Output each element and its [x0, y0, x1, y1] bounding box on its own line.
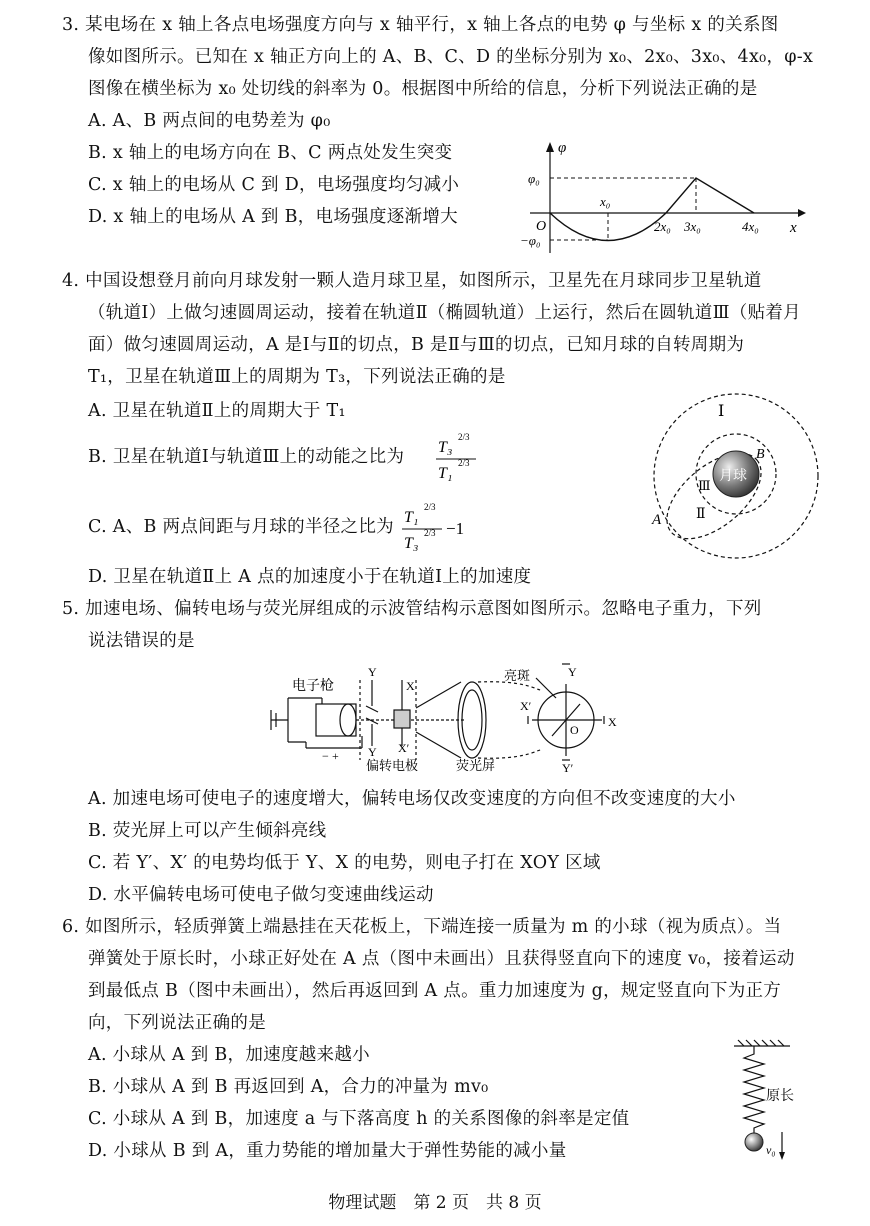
q5-option-a: A. 加速电场可使电子的速度增大，偏转电场仅改变速度的方向但不改变速度的大小 [88, 789, 736, 809]
screen-label: 荧光屏 [456, 758, 496, 773]
q6-option-c: C. 小球从 A 到 B，加速度 a 与下落高度 h 的关系图像的斜率是定值 [88, 1109, 630, 1129]
natural-length-label: 原长 [766, 1089, 794, 1104]
phi-x-graph [520, 138, 810, 258]
q4-option-d: D. 卫星在轨道Ⅱ上 A 点的加速度小于在轨道Ⅰ上的加速度 [88, 567, 532, 587]
minus-sign: − [322, 749, 329, 763]
b-num-exp: 2/3 [458, 432, 470, 442]
orbit2-label: Ⅱ [696, 507, 706, 522]
Yp-right: Y′ [562, 761, 574, 775]
c-den-exp: 2/3 [424, 528, 436, 538]
X-right: X [608, 715, 617, 729]
X-left: X [406, 679, 415, 693]
origin-label: O [536, 219, 547, 234]
q4-stem-line3: 面）做匀速圆周运动，A 是Ⅰ与Ⅱ的切点，B 是Ⅱ与Ⅲ的切点，已知月球的自转周期为 [88, 335, 745, 355]
O-label: O [570, 723, 579, 737]
c-num-exp: 2/3 [424, 502, 436, 512]
pointA-label: A [652, 512, 662, 528]
b-denominator: T₁ [438, 465, 453, 482]
b-numerator: T₃ [438, 439, 453, 456]
q3-option-a: A. A、B 两点间的电势差为 φ₀ [88, 111, 331, 131]
phi0-label: φ₀ [528, 171, 540, 186]
q3-stem-line1: 3. 某电场在 x 轴上各点电场强度方向与 x 轴平行，x 轴上各点的电势 φ 与坐标 x 的关系图 [62, 15, 779, 35]
q4-option-b-fraction [436, 430, 480, 488]
tick-2x0: 2x₀ [654, 219, 671, 234]
x-axis-label: x [790, 220, 797, 236]
q4-option-b [88, 446, 404, 468]
phi-axis-label: φ [558, 140, 567, 156]
q3-stem-line3: 图像在横坐标为 x₀ 处切线的斜率为 0。根据图中所给的信息，分析下列说法正确的是 [88, 79, 758, 99]
Xp-right: X′ [520, 699, 532, 713]
q5-stem-line2: 说法错误的是 [88, 631, 195, 651]
q3-stem-line2: 像如图所示。已知在 x 轴正方向上的 A、B、C、D 的坐标分别为 x₀、2x₀、3x₀、4x₀，φ-x [88, 47, 814, 67]
Y-right-top: Y [568, 665, 577, 679]
pointB-label: B [756, 447, 765, 462]
q4-option-b-text: B. 卫星在轨道Ⅰ与轨道Ⅲ上的动能之比为 [88, 447, 405, 467]
b-den-exp: 2/3 [458, 458, 470, 468]
tick-3x0: 3x₀ [684, 219, 701, 234]
q4-stem-line1: 4. 中国设想登月前向月球发射一颗人造月球卫星，如图所示，卫星先在月球同步卫星轨道 [62, 271, 762, 291]
q6-option-b: B. 小球从 A 到 B 再返回到 A，合力的冲量为 mv₀ [88, 1077, 489, 1097]
orbit1-label: Ⅰ [718, 403, 725, 420]
q5-option-b: B. 荧光屏上可以产生倾斜亮线 [88, 821, 327, 841]
plus-sign: + [332, 749, 339, 763]
v0-label: v₀ [766, 1143, 776, 1157]
q6-stem-line2: 弹簧处于原长时，小球正好处在 A 点（图中未画出）且获得竖直向下的速度 v₀，接着运动 [88, 949, 795, 969]
tick-4x0: 4x₀ [742, 219, 759, 234]
spot-label: 亮斑 [504, 668, 531, 683]
neg-phi0-label: −φ₀ [520, 233, 541, 248]
q6-stem-line4: 向，下列说法正确的是 [88, 1013, 266, 1033]
page-footer: 物理试题 第 2 页 共 8 页 [328, 1193, 542, 1213]
q4-option-a: A. 卫星在轨道Ⅱ上的周期大于 T₁ [88, 401, 346, 421]
plates-label: 偏转电极 [366, 758, 419, 773]
c-denominator: T₃ [404, 535, 419, 552]
q4-stem-line2: （轨道Ⅰ）上做匀速圆周运动，接着在轨道Ⅱ（椭圆轨道）上运行，然后在圆轨道Ⅲ（贴着月 [88, 303, 801, 323]
q3-option-c: C. x 轴上的电场从 C 到 D，电场强度均匀减小 [88, 175, 460, 195]
spring-diagram [730, 1038, 810, 1164]
q5-option-c: C. 若 Y′、X′ 的电势均低于 Y、X 的电势，则电子打在 XOY 区域 [88, 853, 601, 873]
q5-stem-line1: 5. 加速电场、偏转电场与荧光屏组成的示波管结构示意图如图所示。忽略电子重力，下列 [62, 599, 762, 619]
q4-option-c [88, 516, 394, 538]
q6-option-d: D. 小球从 B 到 A，重力势能的增加量大于弹性势能的减小量 [88, 1141, 567, 1161]
gun-label: 电子枪 [292, 679, 334, 694]
q3-option-b: B. x 轴上的电场方向在 B、C 两点处发生突变 [88, 143, 453, 163]
q6-stem-line3: 到最低点 B（图中未画出），然后再返回到 A 点。重力加速度为 g，规定竖直向下为正方 [88, 981, 782, 1001]
q3-option-d: D. x 轴上的电场从 A 到 B，电场强度逐渐增大 [88, 207, 458, 227]
c-tail: −1 [446, 519, 465, 538]
Y-top-left: Y [368, 665, 377, 679]
tick-x0: x₀ [600, 194, 611, 209]
Y-bottom-left: Y [368, 745, 377, 759]
Xp-left: X′ [398, 741, 410, 755]
oscilloscope-diagram [266, 660, 626, 776]
orbit3-label: Ⅲ [698, 478, 711, 493]
q5-option-d: D. 水平偏转电场可使电子做匀变速曲线运动 [88, 885, 434, 905]
c-numerator: T₁ [404, 509, 419, 526]
orbit-diagram [636, 386, 836, 562]
q6-stem-line1: 6. 如图所示，轻质弹簧上端悬挂在天花板上，下端连接一质量为 m 的小球（视为质点）。当 [62, 917, 782, 937]
q4-stem-line4: T₁，卫星在轨道Ⅲ上的周期为 T₃，下列说法正确的是 [88, 367, 506, 387]
moon-label: 月球 [719, 469, 747, 484]
q4-option-c-text: C. A、B 两点间距与月球的半径之比为 [88, 517, 394, 537]
q4-option-c-fraction [402, 500, 476, 558]
q6-option-a: A. 小球从 A 到 B，加速度越来越小 [88, 1045, 370, 1065]
